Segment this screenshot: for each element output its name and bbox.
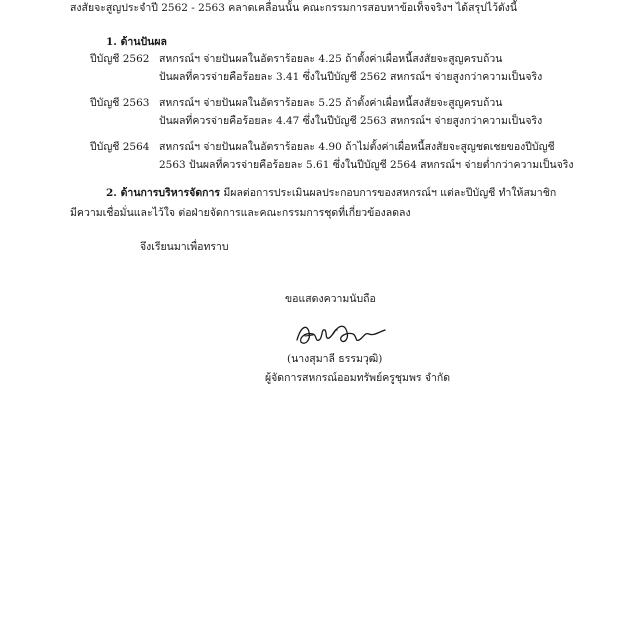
section2-paragraph-line2: มีความเชื่อมั่นและไว้ใจ ต่อฝ่ายจัดการและคณะกรรมการชุดที่เกี่ยวข้องลดลง bbox=[70, 207, 411, 219]
signatory-position: ผู้จัดการสหกรณ์ออมทรัพย์ครูชุมพร จำกัด bbox=[265, 372, 451, 384]
intro-line: สงสัยจะสูญประจำปี 2562 - 2563 คลาดเคลื่อนนั้น คณะกรรมการสอบหาข้อเท็จจริงฯ ได้สรุปไว้ดังนี้ bbox=[70, 2, 518, 14]
year-label-2562: ปีบัญชี 2562 bbox=[90, 53, 150, 65]
dividend-2563-line2: ปันผลที่ควรจ่ายคือร้อยละ 4.47 ซึ่งในปีบัญชี 2563 สหกรณ์ฯ จ่ายสูงกว่าความเป็นจริง bbox=[159, 115, 543, 127]
regards-line: ขอแสดงความนับถือ bbox=[285, 293, 376, 305]
section2-heading: 2. ด้านการบริหารจัดการ bbox=[106, 187, 221, 199]
section2-text-line1: มีผลต่อการประเมินผลประกอบการของสหกรณ์ฯ แต่ละปีบัญชี ทำให้สมาชิก bbox=[223, 187, 557, 199]
dividend-2562-line1: สหกรณ์ฯ จ่ายปันผลในอัตราร้อยละ 4.25 ถ้าตั้งค่าเผื่อหนี้สงสัยจะสูญครบถ้วน bbox=[159, 53, 503, 65]
section1-heading: 1. ด้านปันผล bbox=[106, 36, 167, 48]
dividend-2562-line2: ปันผลที่ควรจ่ายคือร้อยละ 3.41 ซึ่งในปีบัญชี 2562 สหกรณ์ฯ จ่ายสูงกว่าความเป็นจริง bbox=[159, 71, 543, 83]
section2-paragraph-line1 bbox=[106, 186, 556, 200]
year-label-2563: ปีบัญชี 2563 bbox=[90, 97, 150, 109]
handwritten-signature bbox=[291, 318, 391, 350]
year-label-2564: ปีบัญชี 2564 bbox=[90, 141, 150, 153]
dividend-2564-line1: สหกรณ์ฯ จ่ายปันผลในอัตราร้อยละ 4.90 ถ้าไม่ตั้งค่าเผื่อหนี้สงสัยจะสูญชดเชยของปีบัญชี bbox=[159, 141, 555, 153]
dividend-2564-line2: 2563 ปันผลที่ควรจ่ายคือร้อยละ 5.61 ซึ่งในปีบัญชี 2564 สหกรณ์ฯ จ่ายต่ำกว่าความเป็นจริง bbox=[159, 159, 574, 171]
signatory-name: (นางสุมาลี ธรรมวุฒิ) bbox=[287, 353, 383, 365]
closing-line: จึงเรียนมาเพื่อทราบ bbox=[140, 241, 229, 253]
dividend-2563-line1: สหกรณ์ฯ จ่ายปันผลในอัตราร้อยละ 5.25 ถ้าตั้งค่าเผื่อหนี้สงสัยจะสูญครบถ้วน bbox=[159, 97, 503, 109]
